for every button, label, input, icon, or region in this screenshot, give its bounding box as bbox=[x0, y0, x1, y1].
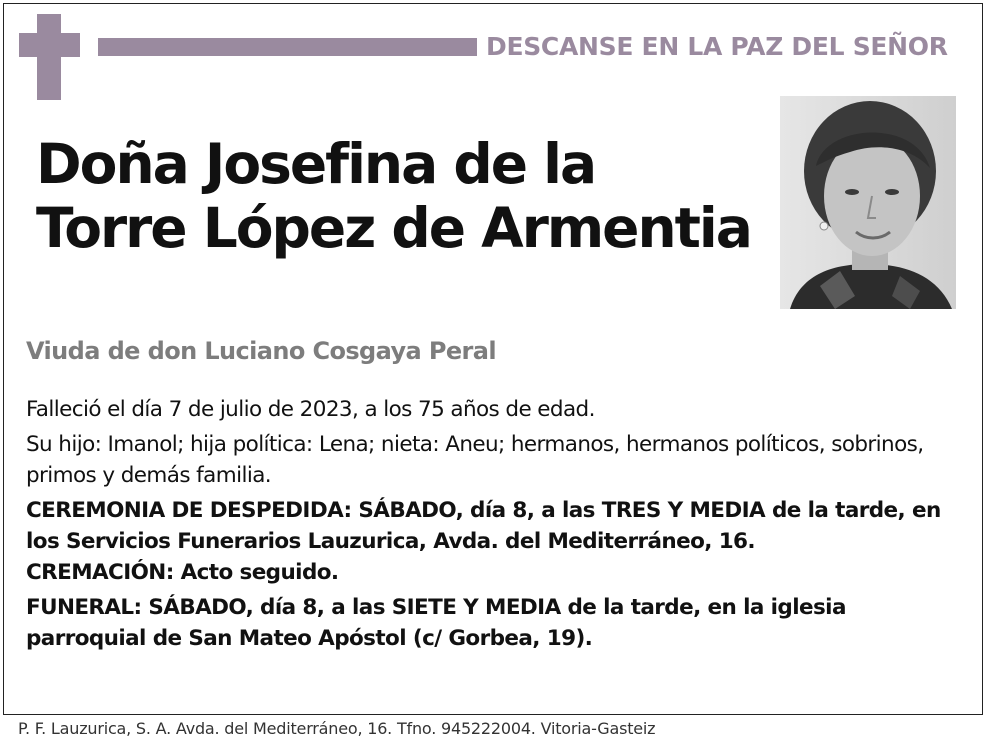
widow-of-line: Viuda de don Luciano Cosgaya Peral bbox=[26, 337, 497, 365]
cross-horizontal-bar bbox=[19, 33, 80, 57]
deceased-name-line1: Doña Josefina de la bbox=[36, 132, 596, 196]
death-notice: Falleció el día 7 de julio de 2023, a los 75 años de edad. bbox=[26, 397, 595, 422]
cross-vertical-bar bbox=[37, 14, 61, 100]
announcement-body bbox=[26, 394, 966, 658]
funeral-info: FUNERAL: SÁBADO, día 8, a las SIETE Y MEDIA de la tarde, en la iglesia parroquial de San Mateo Apóstol (c/ Gorbea, 19). bbox=[26, 595, 846, 651]
portrait-illustration bbox=[780, 96, 956, 309]
family-list: Su hijo: Imanol; hija política: Lena; nieta: Aneu; hermanos, hermanos políticos, sobrinos, primos y demás familia. bbox=[26, 432, 924, 488]
cremation-text: CREMACIÓN: Acto seguido. bbox=[26, 560, 339, 585]
ceremony-text: CEREMONIA DE DESPEDIDA: SÁBADO, día 8, a las TRES Y MEDIA de la tarde, en los Servicios Funerarios Lauzurica, Avda. del Mediterráneo, 16. bbox=[26, 498, 941, 554]
motto-heading: DESCANSE EN LA PAZ DEL SEÑOR bbox=[486, 32, 948, 61]
ceremony-info bbox=[26, 495, 966, 588]
deceased-name bbox=[36, 132, 776, 260]
funeral-home-credit: P. F. Lauzurica, S. A. Avda. del Mediterráneo, 16. Tfno. 945222004. Vitoria-Gasteiz bbox=[18, 719, 656, 738]
deceased-portrait bbox=[780, 96, 956, 309]
decorative-bar bbox=[98, 38, 477, 56]
deceased-name-line2: Torre López de Armentia bbox=[36, 196, 751, 260]
